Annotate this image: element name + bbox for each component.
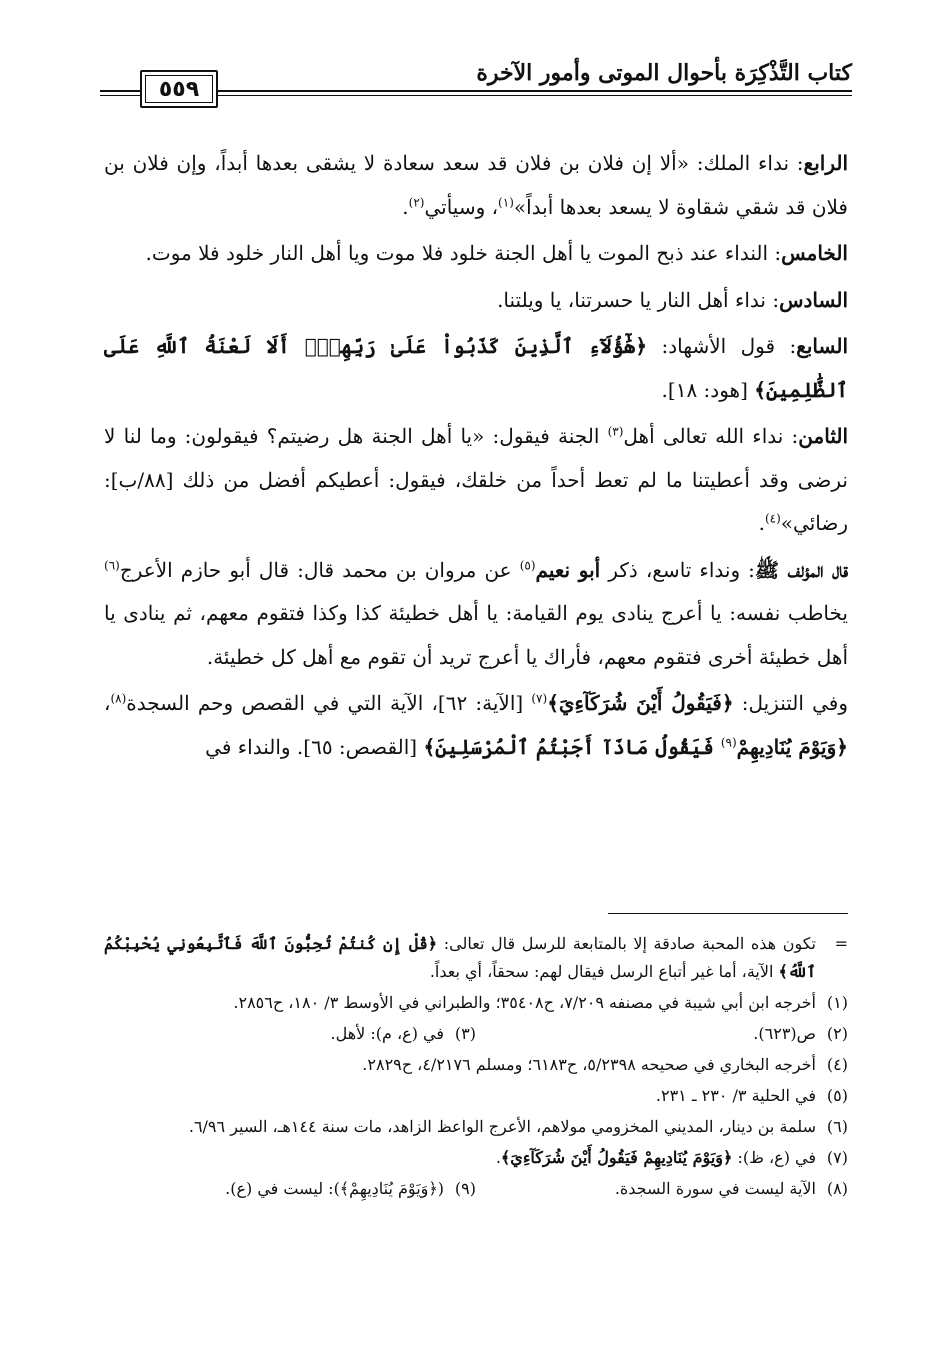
footnote-7: (٧) في (ع، ظ): ﴿وَيَوْمَ يُنَادِيهِمْ فَيَقُولُ أَيْنَ شُرَكَآءِيَ﴾. xyxy=(495,1148,848,1167)
paragraph-tanzil: وفي التنزيل: ﴿فَيَقُولُ أَيْنَ شُرَكَآءِيَ﴾$^{(٧)}$ [الآية: ٦٢]، الآية التي في القصص وحم السجدة$^{(٨)}$، ﴿وَيَوْمَ يُنَادِيهِمْ$^{(٩)}$ فَيَقُولُ مَاذَآ أَجَبْتُمُ ٱلْمُرْسَلِينَ﴾ [القصص: ٦٥]. والنداء في xyxy=(104,691,848,759)
footnote-continuation: = تكون هذه المحبة صادقة إلا بالمتابعة للرسل قال تعالى: ﴿قُلْ إِن كُنتُمْ تُحِبُّونَ ٱللَّهَ فَٱتَّبِعُونِي يُحْبِبْكُمُ ٱللَّهُ﴾ الآية، أما غير أتباع الرسل فيقال لهم: سحقاً، أي بعداً. xyxy=(104,934,848,981)
quran-verse: ﴿وَيَوْمَ يُنَادِيهِمْ xyxy=(736,734,848,759)
bold-name: أبو نعيم xyxy=(535,557,601,582)
footnotes xyxy=(104,930,848,1206)
paragraph-lead: الثامن xyxy=(798,424,848,448)
footnote-1: (١) أخرجه ابن أبي شيبة في مصنفه ٧/٢٠٩، ح٣٥٤٠٨؛ والطبراني في الأوسط ٣/ ١٨٠، ح٢٨٥٦. xyxy=(233,993,848,1012)
footnote-6: (٦) سلمة بن دينار، المديني المخزومي مولاهم، الأعرج الواعظ الزاهد، مات سنة ١٤٤هـ، السير ٦/٩٦. xyxy=(188,1117,848,1136)
footnote-ref: (٧) xyxy=(531,691,548,706)
footnote-9: (٩) (﴿وَيَوْمَ يُنَادِيهِمْ﴾): ليست في (ع). xyxy=(225,1179,476,1198)
footnote-separator xyxy=(608,913,848,914)
footnote-ref: (٩) xyxy=(720,734,737,749)
paragraph-sixth: السادس: نداء أهل النار يا حسرتنا، يا ويلتنا. xyxy=(497,287,848,312)
quran-verse: ﴿هَٰٓؤُلَآءِ ٱلَّذِينَ كَذَبُواْ عَلَىٰ رَبِّهِمْۚ أَلَا لَعْنَةُ ٱللَّهِ عَلَى ٱلظَّٰلِمِينَ﴾ xyxy=(104,334,848,402)
paragraph-lead: السادس xyxy=(779,287,848,312)
footnote-ref: (٣) xyxy=(607,424,624,439)
paragraph-lead: قال المؤلف ﷺ xyxy=(754,557,848,582)
footnote-4: (٤) أخرجه البخاري في صحيحه ٥/٢٣٩٨، ح٦١٨٣؛ ومسلم ٤/٢١٧٦، ح٢٨٢٩. xyxy=(362,1055,848,1074)
paragraph-author: قال المؤلف ﷺ: ونداء تاسع، ذكر أبو نعيم$^{(٥)}$ عن مروان بن محمد قال: قال أبو حازم الأعرج$^{(٦)}$ يخاطب نفسه: يا أعرج ينادى يوم القيامة: يا أهل خطيئة كذا وكذا فتقوم معهم، ثم ينادى يا أهل خطيئة أخرى فتقوم معهم، فأراك يا أعرج تريد أن تقوم مع أهل كل خطيئة. xyxy=(104,557,848,669)
quran-verse: ﴿فَيَقُولُ أَيْنَ شُرَكَآءِيَ﴾ xyxy=(547,691,734,715)
paragraph-seventh: السابع: قول الأشهاد: ﴿هَٰٓؤُلَآءِ ٱلَّذِينَ كَذَبُواْ عَلَىٰ رَبِّهِمْۚ أَلَا لَعْنَةُ ٱللَّهِ عَلَى ٱلظَّٰلِمِينَ﴾ [هود: ١٨]. xyxy=(104,334,848,402)
running-title: كتاب التَّذْكِرَة بأحوال الموتى وأمور الآخرة xyxy=(476,60,852,86)
quran-verse: فَيَقُولُ مَاذَآ أَجَبْتُمُ ٱلْمُرْسَلِينَ﴾ xyxy=(423,734,721,759)
footnote-8: (٨) الآية ليست في سورة السجدة. xyxy=(614,1179,848,1198)
footnote-ref: (٢) xyxy=(408,194,425,209)
footnote-ref: (٤) xyxy=(764,511,781,526)
main-text xyxy=(104,142,848,772)
footnote-ref: (٥) xyxy=(519,557,536,572)
quran-verse: ﴿قُلْ إِن كُنتُمْ تُحِبُّونَ ٱللَّهَ فَٱتَّبِعُونِي يُحْبِبْكُمُ ٱللَّهُ﴾ xyxy=(104,934,816,981)
paragraph-fifth: الخامس: النداء عند ذبح الموت يا أهل الجنة خلود فلا موت ويا أهل النار خلود فلا موت. xyxy=(145,241,848,265)
footnote-ref: (٦) xyxy=(104,557,120,572)
paragraph-lead: الخامس xyxy=(781,241,848,265)
footnote-ref: (٨) xyxy=(110,691,127,706)
paragraph-eighth: الثامن: نداء الله تعالى أهل$^{(٣)}$ الجنة فيقول: «يا أهل الجنة هل رضيتم؟ فيقولون: وما لنا لا نرضى وقد أعطيتنا ما لم تعط أحداً من خلقك، فيقول: أعطيكم أفضل من ذلك [٨٨/ب]: رضائي»$^{(٤)}$. xyxy=(104,424,848,535)
paragraph-lead: السابع xyxy=(796,334,848,358)
page-number: ٥٥٩ xyxy=(140,70,218,108)
footnote-ref: (١) xyxy=(498,194,514,209)
quran-verse: ﴿وَيَوْمَ يُنَادِيهِمْ فَيَقُولُ أَيْنَ شُرَكَآءِيَ﴾ xyxy=(500,1148,733,1167)
footnote-5: (٥) في الحلية ٣/ ٢٣٠ ـ ٢٣١. xyxy=(655,1086,848,1105)
paragraph-fourth: الرابع: نداء الملك: «ألا إن فلان بن فلان قد سعد سعادة لا يشقى بعدها أبداً، وإن فلان بن فلان قد شقي شقاوة لا يسعد بعدها أبداً»$^{(١)}$، وسيأتي$^{(٢)}$. xyxy=(104,151,848,219)
footnote-2: (٢) ص(٦٢٣). xyxy=(753,1024,848,1043)
page-header xyxy=(100,56,852,104)
footnote-pair-8-9 xyxy=(104,1175,848,1206)
footnote-pair-2-3 xyxy=(104,1020,848,1051)
footnote-3: (٣) في (ع، م): لأهل. xyxy=(330,1024,476,1043)
paragraph-lead: الرابع xyxy=(803,151,848,175)
